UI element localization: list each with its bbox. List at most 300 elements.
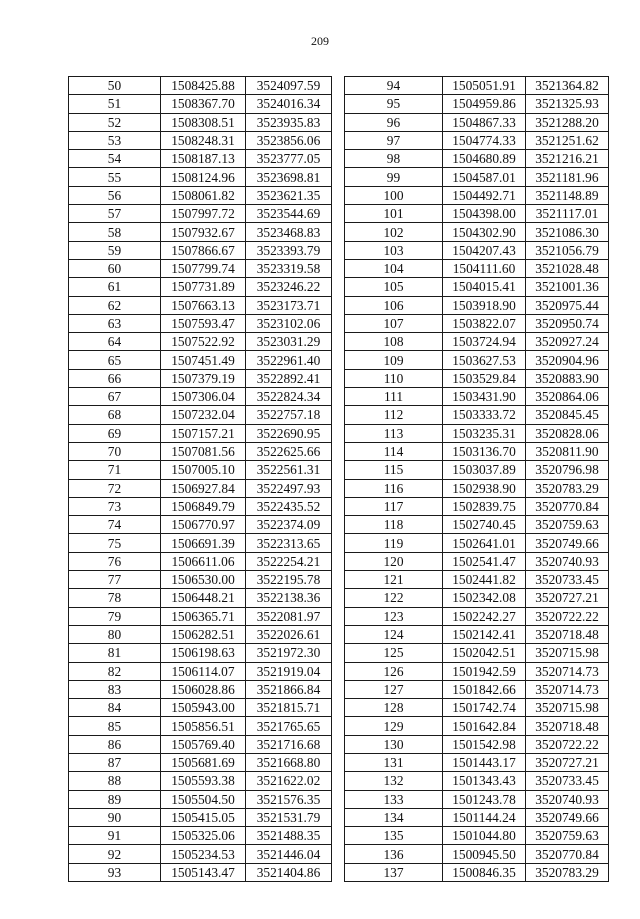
table-row	[69, 113, 332, 131]
x-coordinate-cell: 1505325.06	[161, 827, 246, 845]
y-coordinate-cell: 3520783.29	[526, 479, 609, 497]
table-row	[69, 699, 332, 717]
table-row	[69, 186, 332, 204]
y-coordinate-cell: 3521325.93	[526, 95, 609, 113]
x-coordinate-cell: 1501842.66	[443, 680, 526, 698]
x-coordinate-cell: 1501343.43	[443, 772, 526, 790]
table-row	[345, 808, 609, 826]
y-coordinate-cell: 3523856.06	[246, 131, 332, 149]
table-row	[345, 863, 609, 881]
table-row	[69, 534, 332, 552]
table-body	[69, 77, 332, 882]
x-coordinate-cell: 1502042.51	[443, 644, 526, 662]
x-coordinate-cell: 1503333.72	[443, 406, 526, 424]
table-row	[69, 845, 332, 863]
y-coordinate-cell: 3522892.41	[246, 369, 332, 387]
point-number-cell: 90	[69, 808, 161, 826]
table-row	[69, 772, 332, 790]
point-number-cell: 58	[69, 223, 161, 241]
y-coordinate-cell: 3522824.34	[246, 388, 332, 406]
x-coordinate-cell: 1502242.27	[443, 607, 526, 625]
x-coordinate-cell: 1507932.67	[161, 223, 246, 241]
table-row	[69, 644, 332, 662]
table-row	[345, 168, 609, 186]
point-number-cell: 107	[345, 314, 443, 332]
x-coordinate-cell: 1506530.00	[161, 571, 246, 589]
y-coordinate-cell: 3520722.22	[526, 607, 609, 625]
y-coordinate-cell: 3520733.45	[526, 772, 609, 790]
y-coordinate-cell: 3520975.44	[526, 296, 609, 314]
point-number-cell: 114	[345, 442, 443, 460]
y-coordinate-cell: 3521216.21	[526, 150, 609, 168]
table-row	[69, 259, 332, 277]
point-number-cell: 115	[345, 461, 443, 479]
x-coordinate-cell: 1503136.70	[443, 442, 526, 460]
x-coordinate-cell: 1507081.56	[161, 442, 246, 460]
x-coordinate-cell: 1501144.24	[443, 808, 526, 826]
y-coordinate-cell: 3520950.74	[526, 314, 609, 332]
point-number-cell: 131	[345, 753, 443, 771]
y-coordinate-cell: 3524097.59	[246, 77, 332, 95]
point-number-cell: 55	[69, 168, 161, 186]
point-number-cell: 72	[69, 479, 161, 497]
y-coordinate-cell: 3520727.21	[526, 589, 609, 607]
x-coordinate-cell: 1505415.05	[161, 808, 246, 826]
x-coordinate-cell: 1503037.89	[443, 461, 526, 479]
y-coordinate-cell: 3523621.35	[246, 186, 332, 204]
table-row	[345, 369, 609, 387]
y-coordinate-cell: 3520883.90	[526, 369, 609, 387]
x-coordinate-cell: 1507379.19	[161, 369, 246, 387]
point-number-cell: 61	[69, 278, 161, 296]
table-row	[345, 479, 609, 497]
y-coordinate-cell: 3520718.48	[526, 717, 609, 735]
point-number-cell: 102	[345, 223, 443, 241]
y-coordinate-cell: 3522625.66	[246, 442, 332, 460]
x-coordinate-cell: 1503529.84	[443, 369, 526, 387]
point-number-cell: 79	[69, 607, 161, 625]
y-coordinate-cell: 3523246.22	[246, 278, 332, 296]
table-row	[69, 717, 332, 735]
table-row	[69, 790, 332, 808]
table-row	[345, 699, 609, 717]
table-row	[345, 461, 609, 479]
x-coordinate-cell: 1506282.51	[161, 625, 246, 643]
point-number-cell: 98	[345, 150, 443, 168]
point-number-cell: 84	[69, 699, 161, 717]
x-coordinate-cell: 1500846.35	[443, 863, 526, 881]
point-number-cell: 122	[345, 589, 443, 607]
table-row	[345, 644, 609, 662]
x-coordinate-cell: 1501942.59	[443, 662, 526, 680]
y-coordinate-cell: 3523698.81	[246, 168, 332, 186]
table-row	[69, 662, 332, 680]
y-coordinate-cell: 3520783.29	[526, 863, 609, 881]
table-row	[345, 753, 609, 771]
y-coordinate-cell: 3521488.35	[246, 827, 332, 845]
y-coordinate-cell: 3524016.34	[246, 95, 332, 113]
x-coordinate-cell: 1508248.31	[161, 131, 246, 149]
x-coordinate-cell: 1508124.96	[161, 168, 246, 186]
table-row	[345, 95, 609, 113]
y-coordinate-cell: 3522561.31	[246, 461, 332, 479]
y-coordinate-cell: 3522961.40	[246, 351, 332, 369]
table-row	[69, 351, 332, 369]
point-number-cell: 104	[345, 259, 443, 277]
point-number-cell: 56	[69, 186, 161, 204]
x-coordinate-cell: 1506611.06	[161, 552, 246, 570]
x-coordinate-cell: 1503822.07	[443, 314, 526, 332]
y-coordinate-cell: 3522026.61	[246, 625, 332, 643]
y-coordinate-cell: 3521181.96	[526, 168, 609, 186]
table-row	[345, 552, 609, 570]
x-coordinate-cell: 1504207.43	[443, 241, 526, 259]
table-row	[69, 77, 332, 95]
y-coordinate-cell: 3522435.52	[246, 497, 332, 515]
x-coordinate-cell: 1504680.89	[443, 150, 526, 168]
table-row	[69, 296, 332, 314]
point-number-cell: 130	[345, 735, 443, 753]
table-row	[345, 406, 609, 424]
x-coordinate-cell: 1506770.97	[161, 516, 246, 534]
table-row	[69, 753, 332, 771]
x-coordinate-cell: 1500945.50	[443, 845, 526, 863]
point-number-cell: 68	[69, 406, 161, 424]
y-coordinate-cell: 3523935.83	[246, 113, 332, 131]
point-number-cell: 129	[345, 717, 443, 735]
table-row	[69, 95, 332, 113]
x-coordinate-cell: 1507799.74	[161, 259, 246, 277]
y-coordinate-cell: 3521148.89	[526, 186, 609, 204]
table-row	[345, 150, 609, 168]
table-row	[345, 351, 609, 369]
x-coordinate-cell: 1501443.17	[443, 753, 526, 771]
x-coordinate-cell: 1504398.00	[443, 205, 526, 223]
point-number-cell: 99	[345, 168, 443, 186]
x-coordinate-cell: 1502541.47	[443, 552, 526, 570]
point-number-cell: 81	[69, 644, 161, 662]
x-coordinate-cell: 1507522.92	[161, 333, 246, 351]
x-coordinate-cell: 1507997.72	[161, 205, 246, 223]
table-row	[345, 790, 609, 808]
y-coordinate-cell: 3520759.63	[526, 827, 609, 845]
table-row	[345, 113, 609, 131]
x-coordinate-cell: 1506114.07	[161, 662, 246, 680]
table-row	[345, 497, 609, 515]
point-number-cell: 110	[345, 369, 443, 387]
point-number-cell: 132	[345, 772, 443, 790]
table-row	[345, 589, 609, 607]
table-row	[345, 259, 609, 277]
table-row	[345, 516, 609, 534]
table-row	[345, 772, 609, 790]
point-number-cell: 128	[345, 699, 443, 717]
x-coordinate-cell: 1502342.08	[443, 589, 526, 607]
x-coordinate-cell: 1506365.71	[161, 607, 246, 625]
table-row	[345, 333, 609, 351]
x-coordinate-cell: 1505943.00	[161, 699, 246, 717]
x-coordinate-cell: 1505769.40	[161, 735, 246, 753]
table-row	[69, 808, 332, 826]
table-row	[345, 131, 609, 149]
y-coordinate-cell: 3520770.84	[526, 845, 609, 863]
x-coordinate-cell: 1501742.74	[443, 699, 526, 717]
point-number-cell: 76	[69, 552, 161, 570]
x-coordinate-cell: 1505593.38	[161, 772, 246, 790]
table-row	[69, 497, 332, 515]
table-row	[69, 735, 332, 753]
x-coordinate-cell: 1503235.31	[443, 424, 526, 442]
y-coordinate-cell: 3520715.98	[526, 699, 609, 717]
y-coordinate-cell: 3520727.21	[526, 753, 609, 771]
y-coordinate-cell: 3521668.80	[246, 753, 332, 771]
y-coordinate-cell: 3520718.48	[526, 625, 609, 643]
y-coordinate-cell: 3521056.79	[526, 241, 609, 259]
x-coordinate-cell: 1503627.53	[443, 351, 526, 369]
y-coordinate-cell: 3520904.96	[526, 351, 609, 369]
point-number-cell: 93	[69, 863, 161, 881]
y-coordinate-cell: 3521404.86	[246, 863, 332, 881]
point-number-cell: 51	[69, 95, 161, 113]
point-number-cell: 71	[69, 461, 161, 479]
point-number-cell: 64	[69, 333, 161, 351]
point-number-cell: 119	[345, 534, 443, 552]
point-number-cell: 65	[69, 351, 161, 369]
point-number-cell: 57	[69, 205, 161, 223]
y-coordinate-cell: 3521765.65	[246, 717, 332, 735]
table-row	[69, 607, 332, 625]
y-coordinate-cell: 3521001.36	[526, 278, 609, 296]
y-coordinate-cell: 3521086.30	[526, 223, 609, 241]
table-row	[69, 680, 332, 698]
x-coordinate-cell: 1507306.04	[161, 388, 246, 406]
x-coordinate-cell: 1507232.04	[161, 406, 246, 424]
point-number-cell: 124	[345, 625, 443, 643]
point-number-cell: 108	[345, 333, 443, 351]
y-coordinate-cell: 3520759.63	[526, 516, 609, 534]
y-coordinate-cell: 3523393.79	[246, 241, 332, 259]
x-coordinate-cell: 1506028.86	[161, 680, 246, 698]
point-number-cell: 77	[69, 571, 161, 589]
point-number-cell: 103	[345, 241, 443, 259]
x-coordinate-cell: 1503431.90	[443, 388, 526, 406]
x-coordinate-cell: 1502740.45	[443, 516, 526, 534]
point-number-cell: 120	[345, 552, 443, 570]
point-number-cell: 60	[69, 259, 161, 277]
x-coordinate-cell: 1506198.63	[161, 644, 246, 662]
y-coordinate-cell: 3520749.66	[526, 534, 609, 552]
x-coordinate-cell: 1508425.88	[161, 77, 246, 95]
x-coordinate-cell: 1502142.41	[443, 625, 526, 643]
y-coordinate-cell: 3523031.29	[246, 333, 332, 351]
x-coordinate-cell: 1505504.50	[161, 790, 246, 808]
table-row	[69, 314, 332, 332]
y-coordinate-cell: 3520845.45	[526, 406, 609, 424]
point-number-cell: 83	[69, 680, 161, 698]
point-number-cell: 137	[345, 863, 443, 881]
x-coordinate-cell: 1505051.91	[443, 77, 526, 95]
point-number-cell: 63	[69, 314, 161, 332]
table-row	[69, 552, 332, 570]
y-coordinate-cell: 3522195.78	[246, 571, 332, 589]
x-coordinate-cell: 1506448.21	[161, 589, 246, 607]
y-coordinate-cell: 3521364.82	[526, 77, 609, 95]
point-number-cell: 67	[69, 388, 161, 406]
table-row	[69, 625, 332, 643]
y-coordinate-cell: 3523544.69	[246, 205, 332, 223]
y-coordinate-cell: 3522254.21	[246, 552, 332, 570]
point-number-cell: 113	[345, 424, 443, 442]
x-coordinate-cell: 1507157.21	[161, 424, 246, 442]
point-number-cell: 91	[69, 827, 161, 845]
table-row	[345, 205, 609, 223]
table-row	[345, 186, 609, 204]
y-coordinate-cell: 3523319.58	[246, 259, 332, 277]
table-row	[345, 296, 609, 314]
y-coordinate-cell: 3520811.90	[526, 442, 609, 460]
y-coordinate-cell: 3521866.84	[246, 680, 332, 698]
point-number-cell: 54	[69, 150, 161, 168]
table-row	[69, 168, 332, 186]
y-coordinate-cell: 3520864.06	[526, 388, 609, 406]
y-coordinate-cell: 3522313.65	[246, 534, 332, 552]
x-coordinate-cell: 1504959.86	[443, 95, 526, 113]
x-coordinate-cell: 1508367.70	[161, 95, 246, 113]
table-row	[345, 223, 609, 241]
point-number-cell: 62	[69, 296, 161, 314]
x-coordinate-cell: 1507593.47	[161, 314, 246, 332]
table-row	[69, 516, 332, 534]
point-number-cell: 86	[69, 735, 161, 753]
table-row	[69, 241, 332, 259]
y-coordinate-cell: 3522081.97	[246, 607, 332, 625]
table-row	[69, 827, 332, 845]
x-coordinate-cell: 1505681.69	[161, 753, 246, 771]
table-row	[345, 662, 609, 680]
y-coordinate-cell: 3523777.05	[246, 150, 332, 168]
table-row	[345, 534, 609, 552]
point-number-cell: 126	[345, 662, 443, 680]
y-coordinate-cell: 3520828.06	[526, 424, 609, 442]
point-number-cell: 118	[345, 516, 443, 534]
table-row	[345, 845, 609, 863]
point-number-cell: 88	[69, 772, 161, 790]
y-coordinate-cell: 3522690.95	[246, 424, 332, 442]
point-number-cell: 87	[69, 753, 161, 771]
x-coordinate-cell: 1503918.90	[443, 296, 526, 314]
table-row	[69, 571, 332, 589]
x-coordinate-cell: 1502938.90	[443, 479, 526, 497]
x-coordinate-cell: 1508061.82	[161, 186, 246, 204]
table-row	[345, 278, 609, 296]
table-row	[345, 388, 609, 406]
point-number-cell: 89	[69, 790, 161, 808]
table-row	[345, 625, 609, 643]
point-number-cell: 100	[345, 186, 443, 204]
point-number-cell: 85	[69, 717, 161, 735]
table-row	[345, 241, 609, 259]
y-coordinate-cell: 3523102.06	[246, 314, 332, 332]
x-coordinate-cell: 1503724.94	[443, 333, 526, 351]
table-row	[69, 479, 332, 497]
y-coordinate-cell: 3520749.66	[526, 808, 609, 826]
y-coordinate-cell: 3521919.04	[246, 662, 332, 680]
table-row	[345, 442, 609, 460]
x-coordinate-cell: 1507663.13	[161, 296, 246, 314]
table-row	[345, 424, 609, 442]
table-row	[345, 314, 609, 332]
point-number-cell: 117	[345, 497, 443, 515]
table-row	[69, 131, 332, 149]
y-coordinate-cell: 3521972.30	[246, 644, 332, 662]
x-coordinate-cell: 1506691.39	[161, 534, 246, 552]
table-body	[345, 77, 609, 882]
point-number-cell: 50	[69, 77, 161, 95]
x-coordinate-cell: 1504302.90	[443, 223, 526, 241]
point-number-cell: 92	[69, 845, 161, 863]
point-number-cell: 94	[345, 77, 443, 95]
y-coordinate-cell: 3521531.79	[246, 808, 332, 826]
y-coordinate-cell: 3521446.04	[246, 845, 332, 863]
table-row	[69, 223, 332, 241]
x-coordinate-cell: 1507005.10	[161, 461, 246, 479]
table-row	[69, 461, 332, 479]
x-coordinate-cell: 1504111.60	[443, 259, 526, 277]
x-coordinate-cell: 1501044.80	[443, 827, 526, 845]
coordinate-table-right	[344, 76, 609, 882]
point-number-cell: 111	[345, 388, 443, 406]
table-row	[345, 607, 609, 625]
table-row	[69, 205, 332, 223]
y-coordinate-cell: 3522374.09	[246, 516, 332, 534]
point-number-cell: 70	[69, 442, 161, 460]
table-row	[69, 863, 332, 881]
point-number-cell: 109	[345, 351, 443, 369]
point-number-cell: 97	[345, 131, 443, 149]
y-coordinate-cell: 3520740.93	[526, 552, 609, 570]
x-coordinate-cell: 1502641.01	[443, 534, 526, 552]
y-coordinate-cell: 3521251.62	[526, 131, 609, 149]
x-coordinate-cell: 1502441.82	[443, 571, 526, 589]
y-coordinate-cell: 3522757.18	[246, 406, 332, 424]
x-coordinate-cell: 1504492.71	[443, 186, 526, 204]
y-coordinate-cell: 3520714.73	[526, 662, 609, 680]
y-coordinate-cell: 3521622.02	[246, 772, 332, 790]
x-coordinate-cell: 1506849.79	[161, 497, 246, 515]
table-row	[345, 571, 609, 589]
point-number-cell: 52	[69, 113, 161, 131]
table-row	[69, 150, 332, 168]
x-coordinate-cell: 1507731.89	[161, 278, 246, 296]
point-number-cell: 66	[69, 369, 161, 387]
point-number-cell: 53	[69, 131, 161, 149]
point-number-cell: 135	[345, 827, 443, 845]
x-coordinate-cell: 1505856.51	[161, 717, 246, 735]
y-coordinate-cell: 3523468.83	[246, 223, 332, 241]
y-coordinate-cell: 3520740.93	[526, 790, 609, 808]
table-row	[345, 77, 609, 95]
y-coordinate-cell: 3520714.73	[526, 680, 609, 698]
table-row	[69, 369, 332, 387]
point-number-cell: 95	[345, 95, 443, 113]
x-coordinate-cell: 1501642.84	[443, 717, 526, 735]
table-row	[69, 424, 332, 442]
point-number-cell: 133	[345, 790, 443, 808]
y-coordinate-cell: 3521028.48	[526, 259, 609, 277]
point-number-cell: 125	[345, 644, 443, 662]
y-coordinate-cell: 3520770.84	[526, 497, 609, 515]
table-row	[345, 735, 609, 753]
